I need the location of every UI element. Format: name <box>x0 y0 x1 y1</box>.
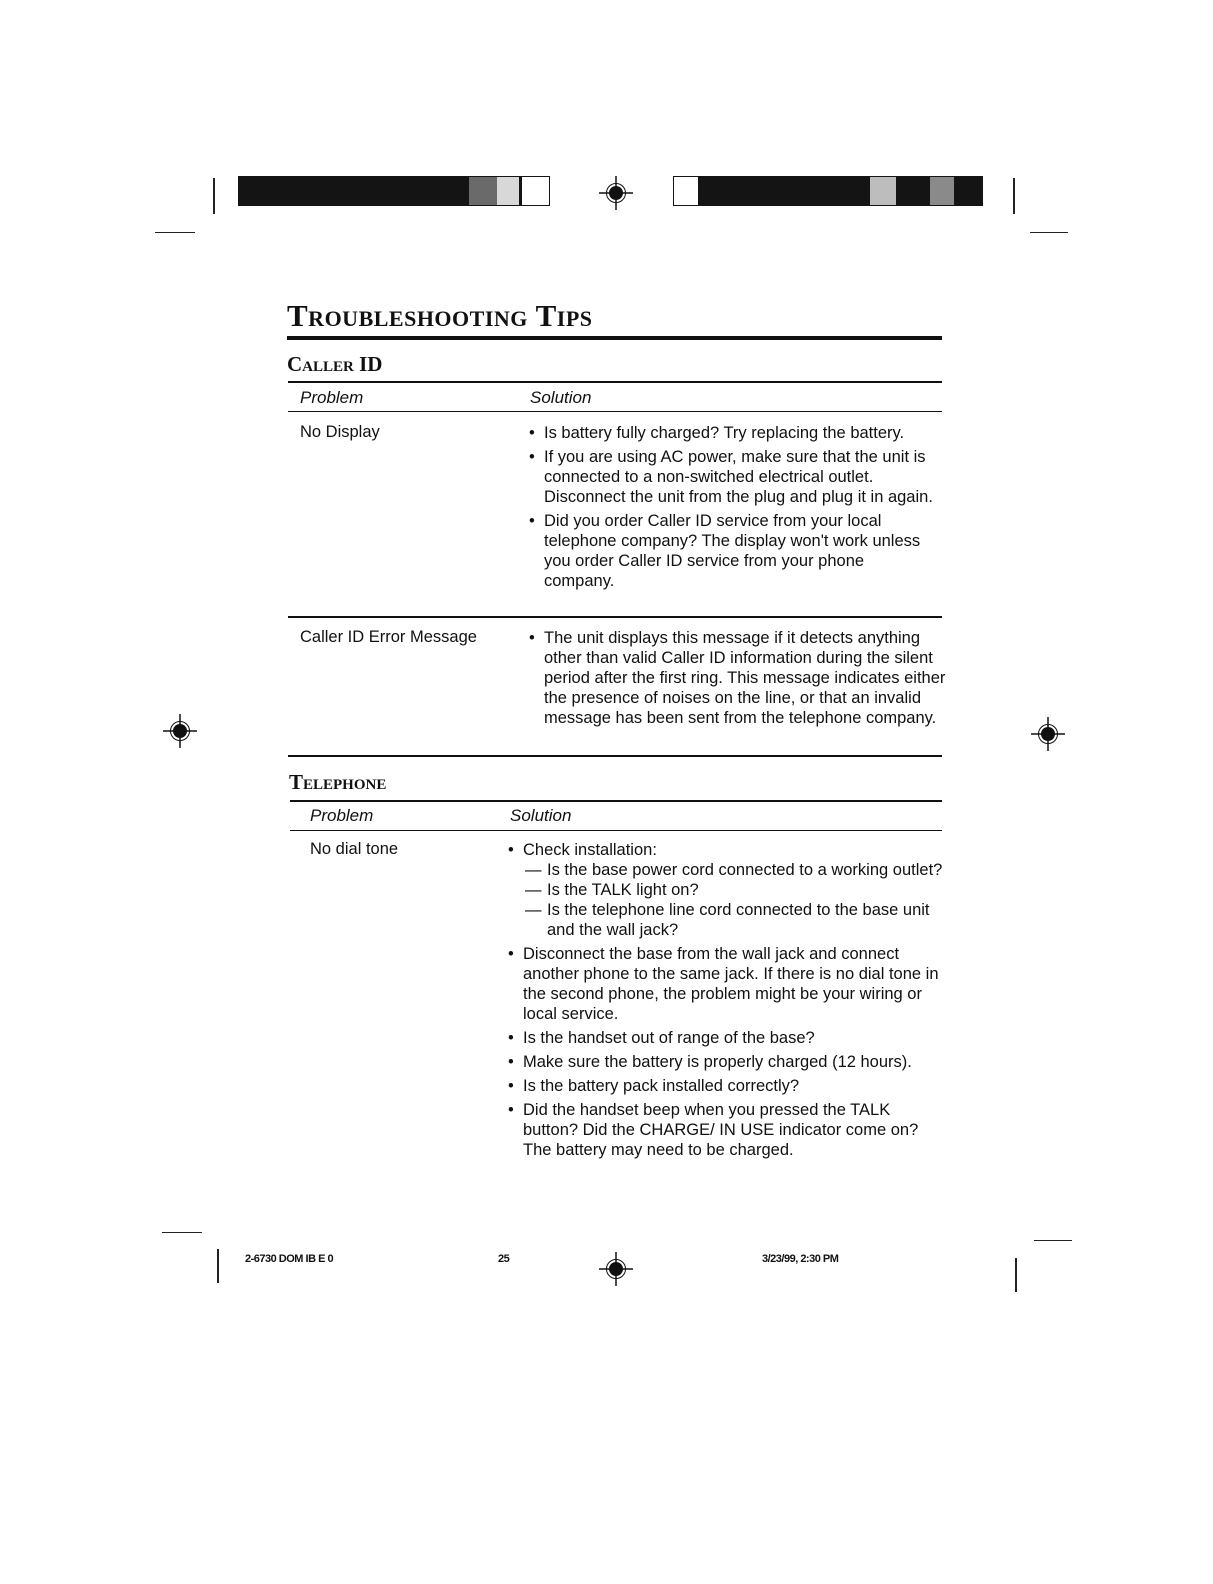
crop-mark-top-right-horizontal <box>1030 232 1068 233</box>
bullet-icon: • <box>508 1029 514 1047</box>
crosshair-registration-icon <box>163 714 197 748</box>
crop-mark-top-left-horizontal <box>155 232 195 233</box>
list-item: • Make sure the battery is properly charged (12 hours). <box>508 1053 912 1071</box>
column-header-problem: Problem <box>300 388 364 407</box>
color-swatch <box>497 177 519 205</box>
column-header-problem: Problem <box>310 806 374 825</box>
list-item: — Is the telephone line cord connected to the base unit and the wall jack? <box>525 901 930 939</box>
dash-icon: — <box>525 881 542 899</box>
table-header-rule <box>288 411 942 412</box>
bullet-icon: • <box>529 629 535 647</box>
section-heading-telephone: Telephone <box>289 770 387 794</box>
dash-icon: — <box>525 861 542 879</box>
problem-cell: No dial tone <box>310 840 399 858</box>
bullet-icon: • <box>529 448 535 466</box>
dash-icon: — <box>525 901 542 919</box>
list-item: • Is the handset out of range of the base? <box>508 1029 815 1047</box>
column-header-solution: Solution <box>530 388 592 407</box>
table-header-rule <box>290 830 942 831</box>
crop-mark-bottom-right-vertical <box>1015 1258 1017 1292</box>
problem-cell: No Display <box>300 423 380 441</box>
list-item: • Did you order Caller ID service from your local telephone company? The display won't work unless you order Caller ID service from your phone company. <box>529 512 921 590</box>
solution-cell <box>529 628 947 728</box>
crop-mark-top-left-vertical <box>213 178 215 214</box>
crosshair-registration-icon <box>1031 717 1065 751</box>
row-divider <box>288 616 942 618</box>
column-header-solution: Solution <box>510 806 572 825</box>
color-swatch <box>930 177 954 205</box>
crosshair-registration-icon <box>599 176 633 210</box>
crosshair-registration-icon <box>599 1252 633 1286</box>
color-calibration-bar-left <box>238 176 550 206</box>
page-title: Troubleshooting Tips <box>287 298 942 340</box>
bullet-icon: • <box>508 1053 514 1071</box>
list-item: — Is the base power cord connected to a working outlet? <box>525 861 943 879</box>
solution-cell <box>529 423 934 591</box>
crop-mark-top-right-vertical <box>1013 178 1015 214</box>
solution-cell <box>508 840 948 1160</box>
table-top-rule <box>290 800 942 802</box>
list-item: • Is battery fully charged? Try replacing the battery. <box>529 424 905 442</box>
bullet-icon: • <box>508 945 514 963</box>
bullet-icon: • <box>529 424 535 442</box>
crop-mark-bottom-left-horizontal <box>162 1232 202 1233</box>
footer-doc-code: 2-6730 DOM IB E 0 <box>245 1253 334 1265</box>
bullet-icon: • <box>508 1101 514 1119</box>
crop-mark-bottom-right-horizontal <box>1034 1240 1072 1241</box>
color-swatch <box>674 177 698 205</box>
color-swatch <box>870 177 896 205</box>
color-swatch <box>520 177 549 205</box>
footer-timestamp: 3/23/99, 2:30 PM <box>762 1253 839 1265</box>
bullet-icon: • <box>508 1077 514 1095</box>
list-item: • The unit displays this message if it detects anything other than valid Caller ID information during the silent period after the first ring. This message indicates either the presence of noises on the line, or that an invalid message has been sent from the telephone company. <box>529 629 946 727</box>
list-item: — Is the TALK light on? <box>525 881 699 899</box>
table-top-rule <box>288 381 942 383</box>
list-item: • Check installation: — Is the base power cord connected to a working outlet? — Is the TALK light on? — Is the telephone line cord connected to the base unit and the wall jack? <box>508 840 948 940</box>
list-item: • If you are using AC power, make sure that the unit is connected to a non-switched electrical outlet. Disconnect the unit from the plug and plug it in again. <box>529 448 933 506</box>
list-item: • Disconnect the base from the wall jack and connect another phone to the same jack. If there is no dial tone in the second phone, the problem might be your wiring or local service. <box>508 945 939 1023</box>
list-item: • Is the battery pack installed correctly? <box>508 1077 800 1095</box>
bullet-icon: • <box>508 841 514 859</box>
footer-page-number: 25 <box>498 1253 510 1265</box>
problem-cell: Caller ID Error Message <box>300 628 477 646</box>
crop-mark-bottom-left-vertical <box>217 1249 219 1283</box>
section-heading-caller-id: Caller ID <box>287 352 383 376</box>
color-calibration-bar-right <box>673 176 983 206</box>
list-item: • Did the handset beep when you pressed the TALK button? Did the CHARGE/ IN USE indicator come on? The battery may need to be charged. <box>508 1101 919 1159</box>
bullet-icon: • <box>529 512 535 530</box>
table-bottom-rule <box>288 755 942 757</box>
color-swatch <box>469 177 497 205</box>
